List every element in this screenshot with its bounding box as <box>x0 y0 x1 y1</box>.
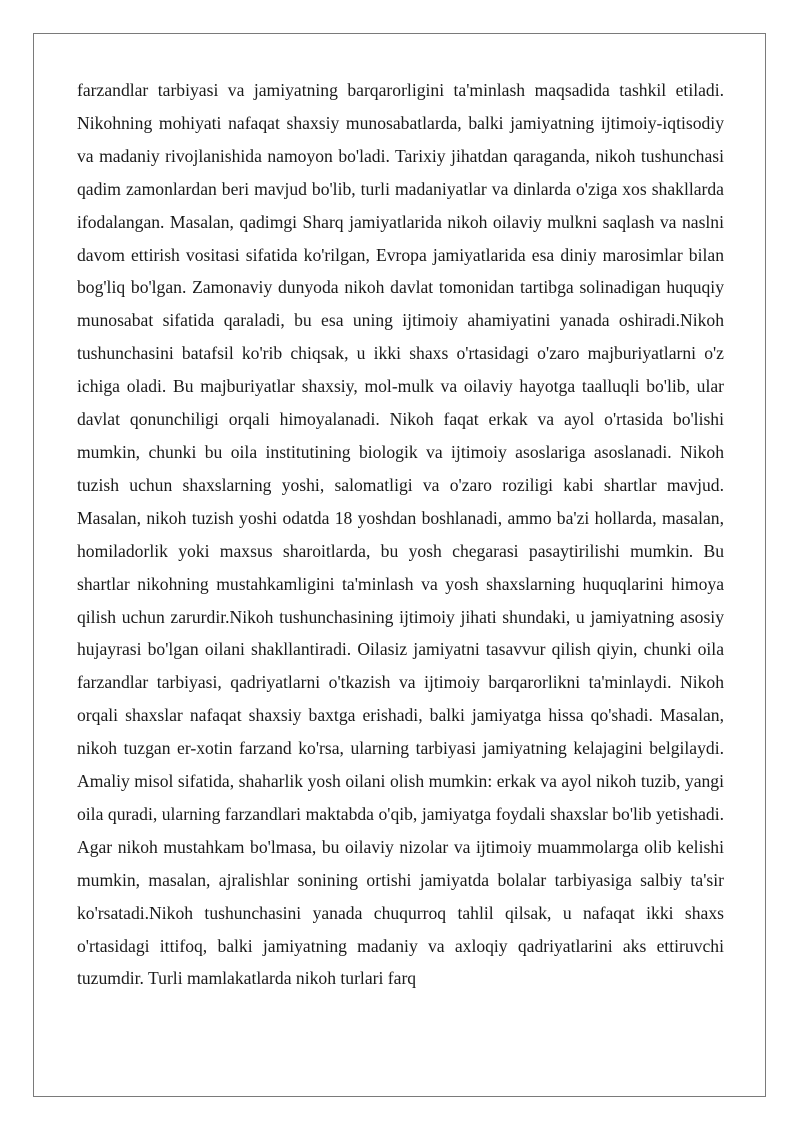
body-paragraph: farzandlar tarbiyasi va jamiyatning barqarorligini ta'minlash maqsadida tashkil etiladi. Nikohning mohiyati nafaqat shaxsiy munosabatlarda, balki jamiyatning ijtimoiy-iqtisodiy va madaniy rivojlanishida namoyon bo'ladi. Tarixiy jihatdan qaraganda, nikoh tushunchasi qadim zamonlardan beri mavjud bo'lib, turli madaniyatlar va dinlarda o'ziga xos shakllarda ifodalangan. Masalan, qadimgi Sharq jamiyatlarida nikoh oilaviy mulkni saqlash va naslni davom ettirish vositasi sifatida ko'rilgan, Evropa jamiyatlarida esa diniy marosimlar bilan bog'liq bo'lgan. Zamonaviy dunyoda nikoh davlat tomonidan tartibga solinadigan huquqiy munosabat sifatida qaraladi, bu esa uning ijtimoiy ahamiyatini yanada oshiradi.Nikoh tushunchasini batafsil ko'rib chiqsak, u ikki shaxs o'rtasidagi o'zaro majburiyatlarni o'z ichiga oladi. Bu majburiyatlar shaxsiy, mol-mulk va oilaviy hayotga taalluqli bo'lib, ular davlat qonunchiligi orqali himoyalanadi. Nikoh faqat erkak va ayol o'rtasida bo'lishi mumkin, chunki bu oila institutining biologik va ijtimoiy asoslariga asoslanadi. Nikoh tuzish uchun shaxslarning yoshi, salomatligi va o'zaro roziligi kabi shartlar mavjud. Masalan, nikoh tuzish yoshi odatda 18 yoshdan boshlanadi, ammo ba'zi hollarda, masalan, homiladorlik yoki maxsus sharoitlarda, bu yosh chegarasi pasaytirilishi mumkin. Bu shartlar nikohning mustahkamligini ta'minlash va yosh shaxslarning huquqlarini himoya qilish uchun zarurdir.Nikoh tushunchasining ijtimoiy jihati shundaki, u jamiyatning asosiy hujayrasi bo'lgan oilani shakllantiradi. Oilasiz jamiyatni tasavvur qilish qiyin, chunki oila farzandlar tarbiyasi, qadriyatlarni o'tkazish va ijtimoiy barqarorlikni ta'minlaydi. Nikoh orqali shaxslar nafaqat shaxsiy baxtga erishadi, balki jamiyatga hissa qo'shadi. Masalan, nikoh tuzgan er-xotin farzand ko'rsa, ularning tarbiyasi jamiyatning kelajagini belgilaydi. Amaliy misol sifatida, shaharlik yosh oilani olish mumkin: erkak va ayol nikoh tuzib, yangi oila quradi, ularning farzandlari maktabda o'qib, jamiyatga foydali shaxslar bo'lib yetishadi. Agar nikoh mustahkam bo'lmasa, bu oilaviy nizolar va ijtimoiy muammolarga olib kelishi mumkin, masalan, ajralishlar sonining ortishi jamiyatda bolalar tarbiyasiga salbiy ta'sir ko'rsatadi.Nikoh tushunchasini yanada chuqurroq tahlil qilsak, u nafaqat ikki shaxs o'rtasidagi ittifoq, balki jamiyatning madaniy va axloqiy qadriyatlarini aks ettiruvchi tuzumdir. Turli mamlakatlarda nikoh turlari farq <box>77 80 724 989</box>
